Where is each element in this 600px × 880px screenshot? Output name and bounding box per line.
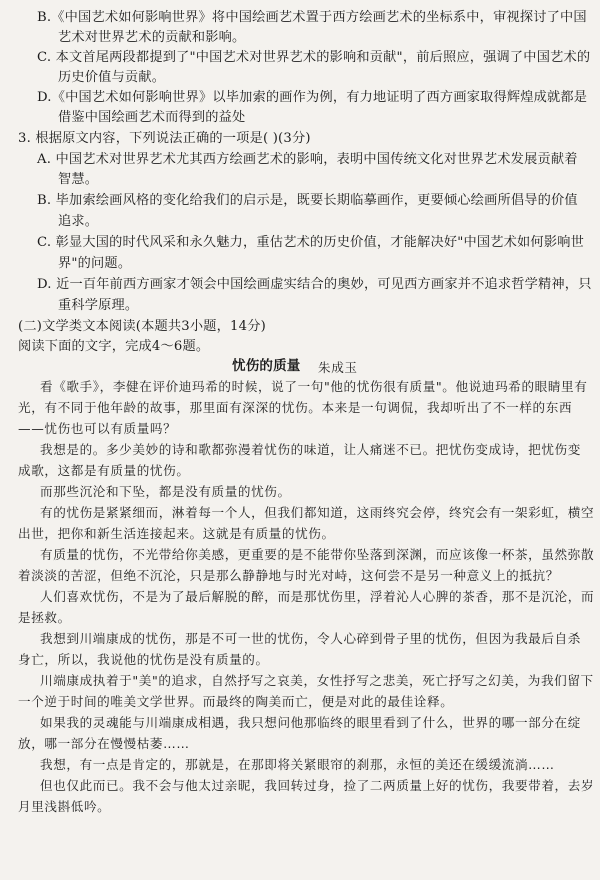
q3-option-a-line1: A. 中国艺术对世界艺术尤其西方绘画艺术的影响，表明中国传统文化对世界艺术发展贡献着: [37, 152, 578, 167]
article-line: 看《歌手》，李健在评价迪玛希的时候，说了一句"他的忧伤很有质量"。他说迪玛希的眼睛里有: [40, 379, 588, 394]
article-line: 一个逆于时间的唯美文学世界。而最终的陶美而亡，便是对此的最佳诠释。: [18, 694, 454, 709]
q2-option-b-line1: B.《中国艺术如何影响世界》将中国绘画艺术置于西方绘画艺术的坐标系中，审视探讨了中国: [37, 10, 587, 25]
article-line: 人们喜欢忧伤，不是为了最后解脱的醉，而是那忧伤里，浮着沁人心脾的茶香，那不是沉沦，而: [40, 589, 595, 604]
q3-option-b-line1: B. 毕加索绘画风格的变化给我们的启示是，既要长期临摹画作，更要倾心绘画所倡导的价值: [37, 193, 578, 208]
article-line: 我想，有一点是肯定的，那就是，在那即将关紧眼帘的刹那，永恒的美还在缓缓流淌……: [40, 757, 555, 772]
article-line: 出世，把你和新生活连接起来。这就是有质量的忧伤。: [18, 526, 335, 541]
article-line: 光，有不同于他年龄的故事，那里面有深深的忧伤。本来是一句调侃，我却听出了不一样的东西: [18, 400, 573, 415]
article-line: 我想是的。多少美妙的诗和歌都弥漫着忧伤的味道，让人痛迷不已。把忧伤变成诗，把忧伤变: [40, 442, 581, 457]
article-line: 着淡淡的苦涩，但绝不沉沦，只是那么静静地与时光对峙，这何尝不是另一种意义上的抵抗？: [18, 568, 559, 583]
article-line: 我想到川端康成的忧伤，那是不可一世的忧伤，令人心碎到骨子里的忧伤，但因为我最后自杀: [40, 631, 581, 646]
article-line: 身亡，所以，我说他的忧伤是没有质量的。: [18, 652, 269, 667]
article-line: 而那些沉沦和下坠，都是没有质量的忧伤。: [40, 484, 291, 499]
q2-option-c-line1: C. 本文首尾两段都提到了"中国艺术对世界艺术的影响和贡献"，前后照应，强调了中国艺术的: [37, 50, 591, 65]
article-line: 有的忧伤是紧紧细而，淋着每一个人，但我们都知道，这雨终究会停，终究会有一架彩虹，横空: [40, 505, 595, 520]
q2-option-c-line2: 历史价值与贡献。: [58, 70, 166, 85]
article-line: 是拯救。: [18, 610, 71, 625]
q3-option-b-line2: 追求。: [58, 214, 99, 229]
article-line: 月里浅斟低吟。: [18, 799, 111, 814]
q2-option-b-line2: 艺术对世界艺术的贡献和影响。: [58, 30, 246, 45]
article-line: 川端康成执着于"美"的追求，自然抒写之哀美，女性抒写之悲美，死亡抒写之幻美，为我们留下: [40, 673, 594, 688]
article-line: 放，哪一部分在慢慢枯萎……: [18, 736, 190, 751]
q3-option-d-line1: D. 近一百年前西方画家才领会中国绘画虚实结合的奥妙，可见西方画家并不追求哲学精神，只: [37, 277, 592, 292]
article-line: 成歌，这都是有质量的忧伤。: [18, 463, 190, 478]
article-title: 忧伤的质量: [232, 358, 301, 374]
article-line: ——忧伤也可以有质量吗？: [18, 421, 177, 436]
q3-option-c-line2: 界"的问题。: [58, 256, 132, 271]
article-line: 但也仅此而已。我不会与他太过亲昵，我回转过身，捡了二两质量上好的忧伤，我要带着，去岁: [40, 778, 595, 793]
article-author: 朱成玉: [318, 360, 358, 375]
q2-option-d-line1: D.《中国艺术如何影响世界》以毕加索的画作为例，有力地证明了西方画家取得辉煌成就都是: [37, 90, 588, 105]
q2-option-d-line2: 借鉴中国绘画艺术而得到的益处: [58, 110, 246, 125]
article-line: 如果我的灵魂能与川端康成相遇，我只想问他那临终的眼里看到了什么，世界的哪一部分在绽: [40, 715, 581, 730]
section-instruction: 阅读下面的文字，完成4～6题。: [18, 339, 210, 354]
section-heading: (二)文学类文本阅读(本题共3小题，14分): [18, 319, 266, 334]
article-line: 有质量的忧伤，不光带给你美感，更重要的是不能带你坠落到深渊，而应该像一杯茶，虽然弥散: [40, 547, 595, 562]
q3-option-d-line2: 重科学原理。: [58, 298, 139, 313]
q3-stem: 3. 根据原文内容，下列说法正确的一项是( )(3分): [18, 131, 311, 146]
q3-option-a-line2: 智慧。: [58, 172, 99, 187]
q3-option-c-line1: C. 彰显大国的时代风采和永久魅力，重估艺术的历史价值，才能解决好"中国艺术如何影响世: [37, 235, 584, 250]
